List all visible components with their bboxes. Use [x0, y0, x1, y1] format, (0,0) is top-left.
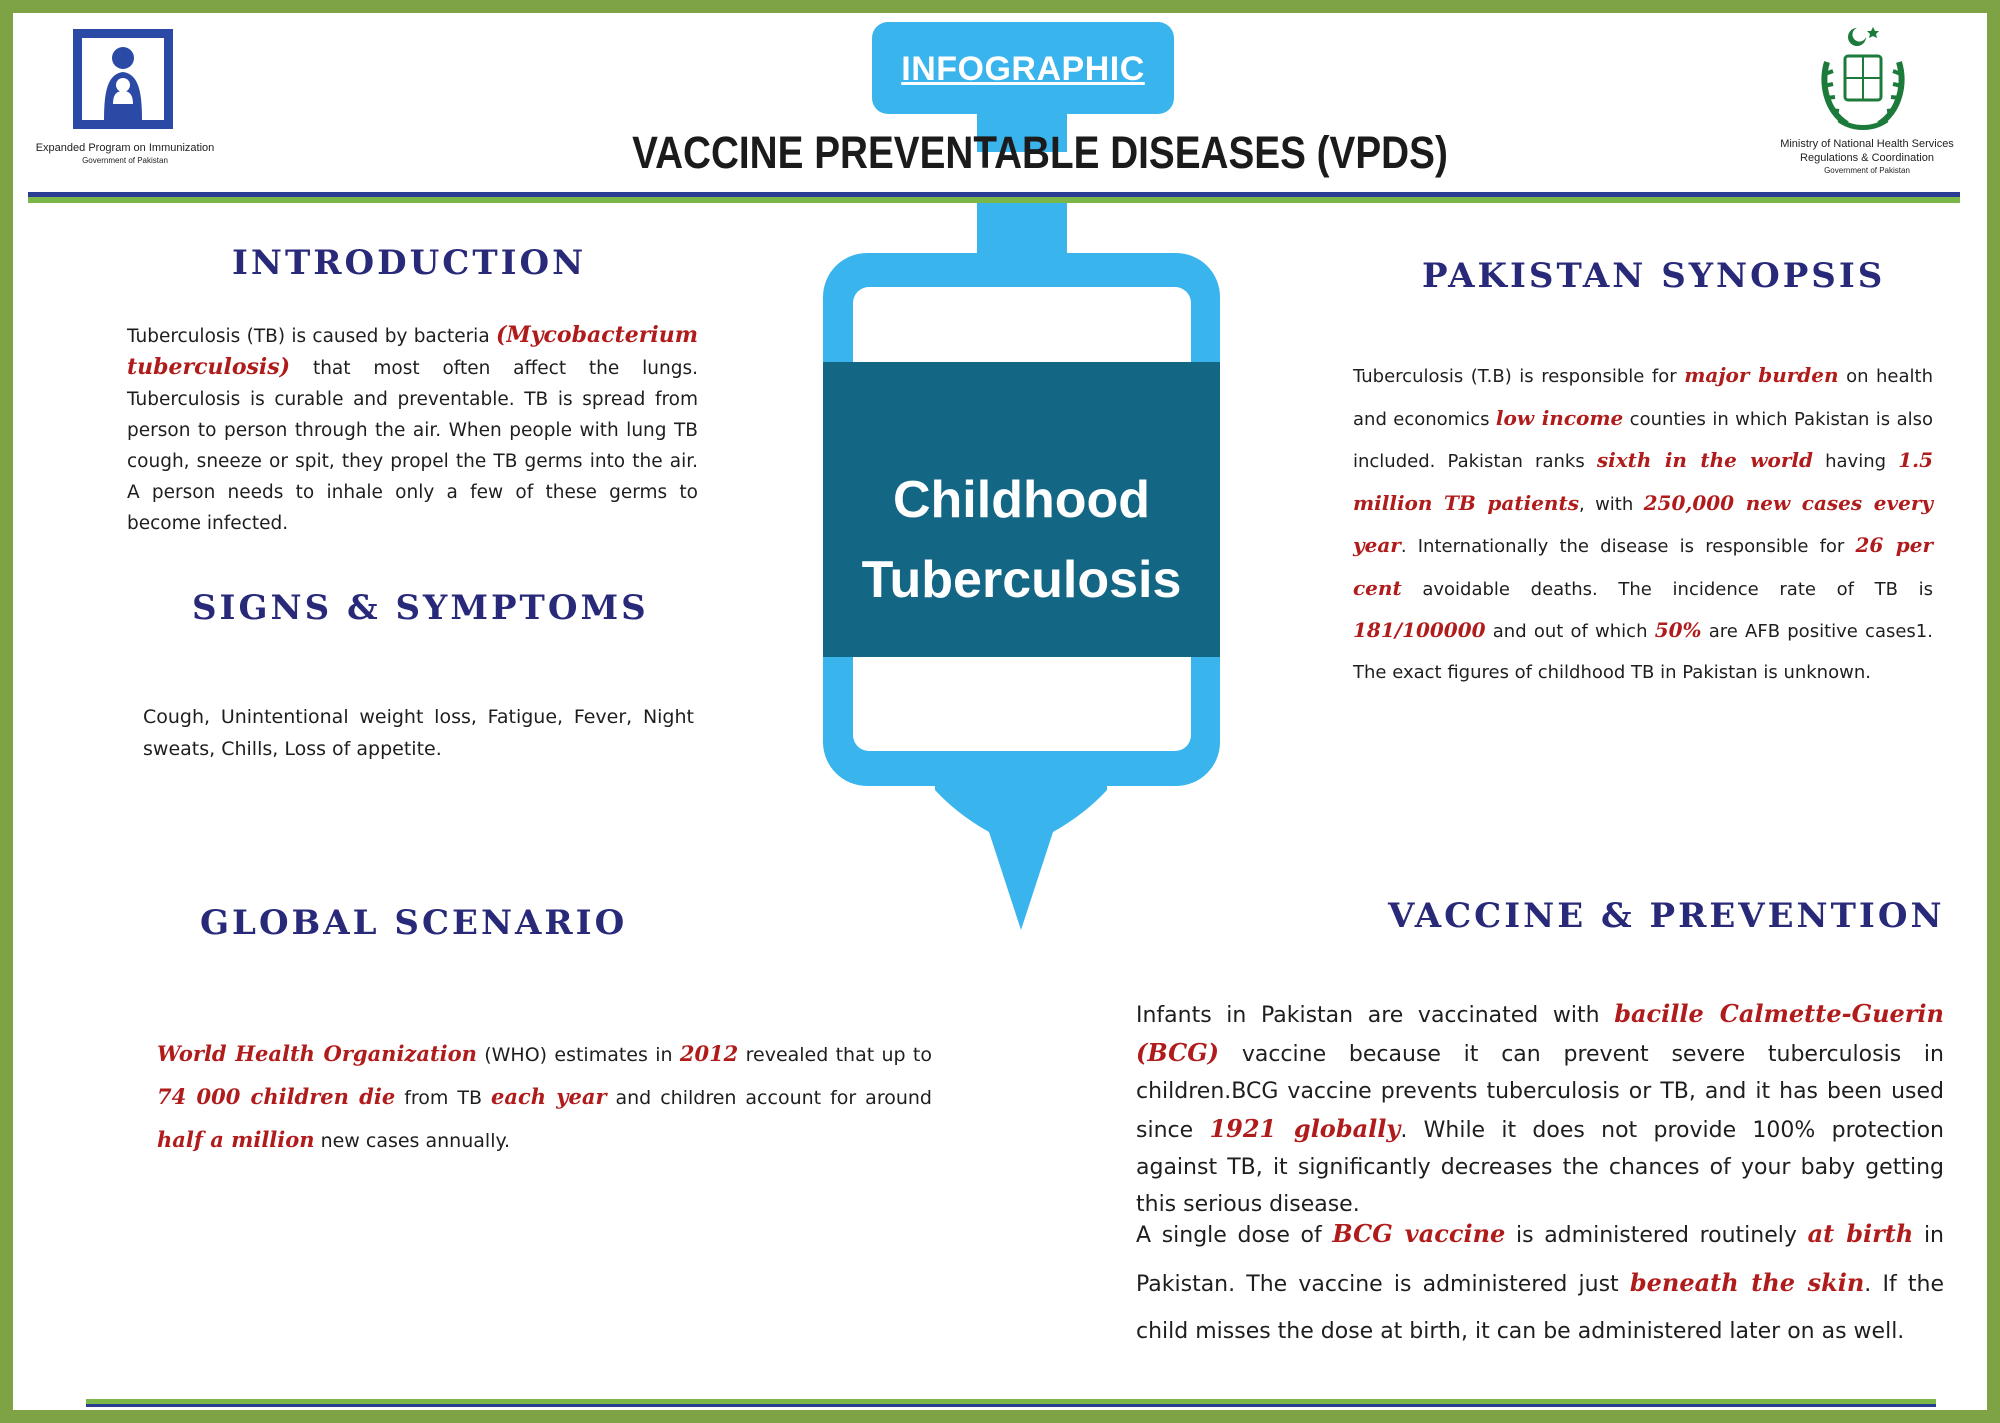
- synopsis-highlight-percent: 26 per cent: [1353, 533, 1933, 600]
- synopsis-text-3: counties in which Pakistan is also included. Pakistan ranks: [1353, 408, 1933, 472]
- vaccine-paragraph-2: [1136, 1210, 1944, 1355]
- vaccine-highlight-bcg: bacille Calmette-Guerin (BCG): [1136, 999, 1944, 1067]
- syringe-label-line2: Tuberculosis: [861, 551, 1182, 609]
- vaccine-highlight-beneath-skin: beneath the skin: [1629, 1268, 1865, 1297]
- synopsis-highlight-afb: 50%: [1654, 618, 1702, 642]
- signs-text: Cough, Unintentional weight loss, Fatigue, Fever, Night sweats, Chills, Loss of appetite.: [143, 706, 694, 760]
- ministry-caption: [1767, 138, 1967, 176]
- epi-name: Expanded Program on Immunization: [35, 142, 215, 154]
- epi-caption: [20, 141, 230, 167]
- signs-heading: SIGNS & SYMPTOMS: [192, 588, 649, 628]
- synopsis-text-4: having: [1812, 451, 1899, 472]
- vaccine-text-7: . If the child misses the dose at birth, it can be administered later on as well.: [1136, 1272, 1944, 1344]
- global-highlight-year: 2012: [679, 1041, 739, 1066]
- synopsis-text-6: . Internationally the disease is responsible for: [1400, 536, 1856, 557]
- epi-logo: [73, 29, 173, 129]
- syringe-label-line1: Childhood: [892, 471, 1151, 529]
- synopsis-highlight-burden: major burden: [1684, 363, 1839, 387]
- introduction-heading: INTRODUCTION: [232, 243, 587, 283]
- synopsis-highlight-new-cases: 250,000 new cases every year: [1353, 490, 1933, 557]
- syringe-needle-icon: [935, 784, 1107, 930]
- synopsis-text-5: , with: [1578, 493, 1644, 515]
- vaccine-highlight-1921: 1921 globally: [1209, 1114, 1401, 1143]
- vaccine-highlight-bcg-vaccine: BCG vaccine: [1332, 1219, 1506, 1248]
- page-title: VACCINE PREVENTABLE DISEASES (VPDS): [632, 127, 1448, 178]
- vaccine-text-1: Infants in Pakistan are vaccinated with: [1136, 1003, 1615, 1028]
- vaccine-text-5: is administered routinely: [1505, 1223, 1808, 1248]
- ministry-government: Government of Pakistan: [1824, 165, 1910, 175]
- vaccine-text-3: . While it does not provide 100% protection against TB, it significantly decreases the chances of your baby getting this serious disease.: [1136, 1118, 1944, 1217]
- introduction-text: [127, 320, 698, 539]
- global-heading: GLOBAL SCENARIO: [200, 903, 628, 943]
- epi-government: Government of Pakistan: [82, 155, 168, 165]
- global-highlight-children: 74 000 children die: [157, 1084, 396, 1109]
- synopsis-highlight-rank: sixth in the world: [1596, 448, 1813, 472]
- infographic-badge: [872, 22, 1174, 114]
- intro-highlight-bacteria: (Mycobacterium tuberculosis): [127, 322, 698, 380]
- vaccine-paragraph-1: [1136, 995, 1944, 1223]
- synopsis-text-9: are AFB positive cases1. The exact figures of childhood TB in Pakistan is unknown.: [1353, 621, 1933, 683]
- global-highlight-who: World Health Organization: [157, 1041, 477, 1066]
- vaccine-text-2: vaccine because it can prevent severe tuberculosis in children.BCG vaccine prevents tuberculosis or TB, and it has been used since: [1136, 1042, 1944, 1143]
- global-highlight-each-year: each year: [491, 1084, 607, 1109]
- global-highlight-half-million: half a million: [157, 1127, 315, 1152]
- intro-text-2: that most often affect the lungs. Tuberculosis is curable and preventable. TB is spread from person to person through the air. When people with lung TB cough, sneeze or spit, they propel the TB germs into the air. A person needs to inhale only a few of these germs to become infected.: [127, 358, 698, 534]
- ministry-name-line1: Ministry of National Health Services: [1780, 138, 1954, 150]
- global-text: [157, 1033, 932, 1162]
- global-text-2: revealed that up to: [738, 1044, 932, 1066]
- intro-text-1: Tuberculosis (TB) is caused by bacteria: [127, 326, 496, 347]
- vaccine-text-4: A single dose of: [1136, 1223, 1333, 1248]
- vaccine-highlight-at-birth: at birth: [1807, 1219, 1914, 1248]
- global-text-3: from TB: [395, 1087, 491, 1109]
- global-text-5: new cases annually.: [314, 1130, 511, 1152]
- synopsis-heading: PAKISTAN SYNOPSIS: [1422, 256, 1886, 296]
- vaccine-heading: VACCINE & PREVENTION: [1388, 896, 1945, 936]
- global-text-4: and children account for around: [606, 1087, 932, 1109]
- government-emblem-icon: [1817, 22, 1909, 136]
- footer-divider-blue: [86, 1404, 1936, 1407]
- vaccine-text-6: in Pakistan. The vaccine is administered just: [1136, 1223, 1945, 1297]
- badge-label: INFOGRAPHIC: [901, 50, 1145, 88]
- syringe-neck: [977, 203, 1067, 255]
- ministry-name-line2: Regulations & Coordination: [1800, 151, 1934, 164]
- global-text-1: (WHO) estimates in: [476, 1044, 680, 1066]
- synopsis-highlight-incidence: 181/100000: [1353, 618, 1486, 642]
- synopsis-text: [1353, 355, 1933, 693]
- synopsis-text-7: avoidable deaths. The incidence rate of TB is: [1401, 578, 1933, 600]
- header-divider-green: [28, 197, 1960, 203]
- mother-child-icon: [82, 38, 164, 120]
- synopsis-text-1: Tuberculosis (T.B) is responsible for: [1353, 366, 1685, 387]
- synopsis-text-2: on health and economics: [1353, 366, 1933, 430]
- synopsis-highlight-patients: 1.5 million TB patients: [1353, 448, 1933, 515]
- synopsis-text-8: and out of which: [1485, 621, 1655, 642]
- syringe-label: [823, 460, 1220, 620]
- synopsis-highlight-low-income: low income: [1495, 405, 1624, 430]
